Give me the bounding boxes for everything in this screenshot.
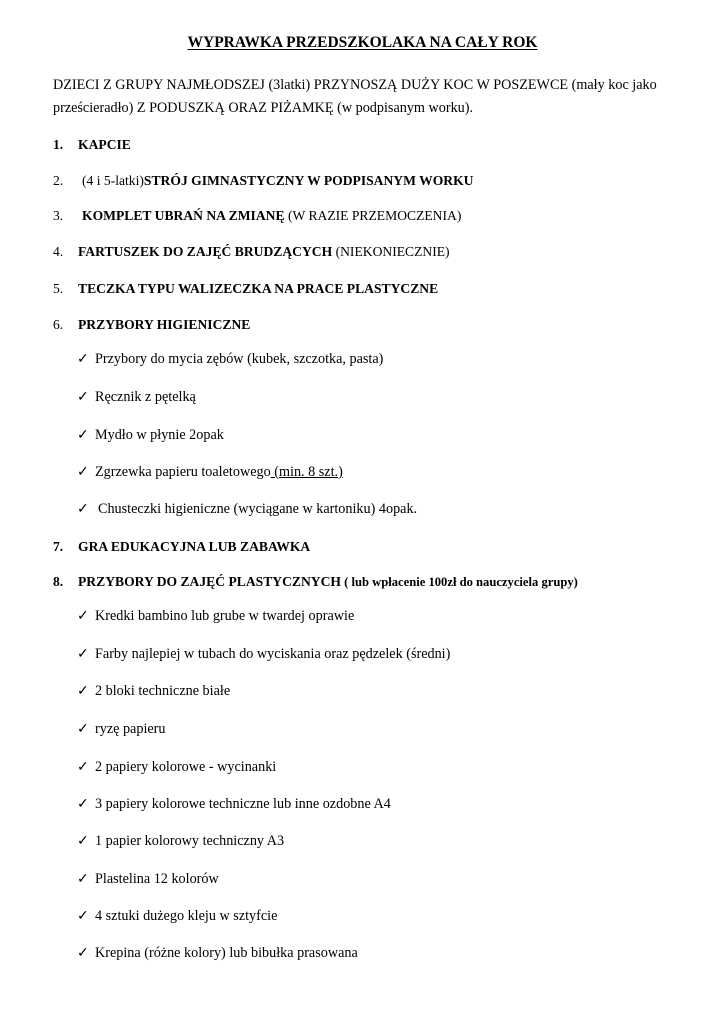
checklist-text: Chusteczki higieniczne (wyciągane w kartoniku) 4opak. (98, 501, 418, 517)
item-prefix: (4 i 5-latki) (82, 173, 144, 188)
item-text: TECZKA TYPU WALIZECZKA NA PRACE PLASTYCZNE (78, 281, 439, 296)
check-icon: ✓ (77, 797, 89, 812)
checklist-text: Przybory do mycia zębów (kubek, szczotka, pasta) (95, 351, 384, 367)
item-number: 2. (53, 173, 64, 188)
check-icon: ✓ (77, 834, 89, 849)
checklist-text: Ręcznik z pętelką (95, 389, 196, 405)
item-text: PRZYBORY DO ZAJĘĆ PLASTYCZNYCH (78, 574, 341, 589)
item-number: 7. (53, 539, 64, 554)
checklist-text: 1 papier kolorowy techniczny A3 (95, 833, 285, 849)
item-text: KAPCIE (78, 137, 131, 152)
checklist-text: 2 papiery kolorowe - wycinanki (95, 759, 277, 775)
check-icon: ✓ (77, 352, 89, 367)
checklist-text: ryzę papieru (95, 721, 166, 737)
check-icon: ✓ (77, 684, 89, 699)
item-text: FARTUSZEK DO ZAJĘĆ BRUDZĄCYCH (78, 244, 333, 259)
item-number: 3. (53, 208, 64, 223)
check-icon: ✓ (77, 428, 89, 443)
item-note: (NIEKONIECZNIE) (332, 244, 450, 259)
item-text: GRA EDUKACYJNA LUB ZABAWKA (78, 539, 311, 554)
item-note: (W RAZIE PRZEMOCZENIA) (284, 208, 462, 223)
item-text: STRÓJ GIMNASTYCZNY W PODPISANYM WORKU (143, 173, 474, 188)
check-icon: ✓ (77, 722, 89, 737)
check-icon: ✓ (77, 760, 89, 775)
item-number: 6. (53, 317, 64, 332)
checklist-text: Krepina (różne kolory) lub bibułka prasowana (95, 945, 358, 961)
item-number: 5. (53, 281, 64, 296)
checklist-text: Plastelina 12 kolorów (95, 871, 219, 887)
intro-paragraph: DZIECI Z GRUPY NAJMŁODSZEJ (3latki) PRZYNOSZĄ DUŻY KOC W POSZEWCE (mały koc jako prześcieradło) Z PODUSZKĄ ORAZ PIŻAMKĘ (w podpisanym worku). (53, 77, 657, 116)
item-number: 4. (53, 244, 64, 259)
checklist-text: 4 sztuki dużego kleju w sztyfcie (95, 908, 278, 924)
checklist-text: 3 papiery kolorowe techniczne lub inne ozdobne A4 (95, 796, 391, 812)
item-text: KOMPLET UBRAŃ NA ZMIANĘ (82, 208, 285, 223)
item-number: 1. (53, 137, 64, 152)
page-title: WYPRAWKA PRZEDSZKOLAKA NA CAŁY ROK (187, 34, 538, 51)
check-icon: ✓ (77, 909, 89, 924)
check-icon: ✓ (77, 609, 89, 624)
checklist-text: Kredki bambino lub grube w twardej oprawie (95, 608, 355, 624)
check-icon: ✓ (77, 647, 89, 662)
check-icon: ✓ (77, 390, 89, 405)
checklist-text: (min. 8 szt.) (270, 464, 343, 480)
item-number: 8. (53, 574, 64, 589)
item-note: ( lub wpłacenie 100zł do nauczyciela grupy) (341, 575, 578, 589)
check-icon: ✓ (77, 946, 89, 961)
checklist-text: Mydło w płynie 2opak (95, 427, 224, 443)
checklist-text: 2 bloki techniczne białe (95, 683, 231, 699)
check-icon: ✓ (77, 502, 89, 517)
check-icon: ✓ (77, 465, 89, 480)
item-text: PRZYBORY HIGIENICZNE (78, 317, 251, 332)
checklist-text: Zgrzewka papieru toaletowego (95, 464, 271, 480)
checklist-text: Farby najlepiej w tubach do wyciskania oraz pędzelek (średni) (95, 646, 451, 662)
check-icon: ✓ (77, 872, 89, 887)
